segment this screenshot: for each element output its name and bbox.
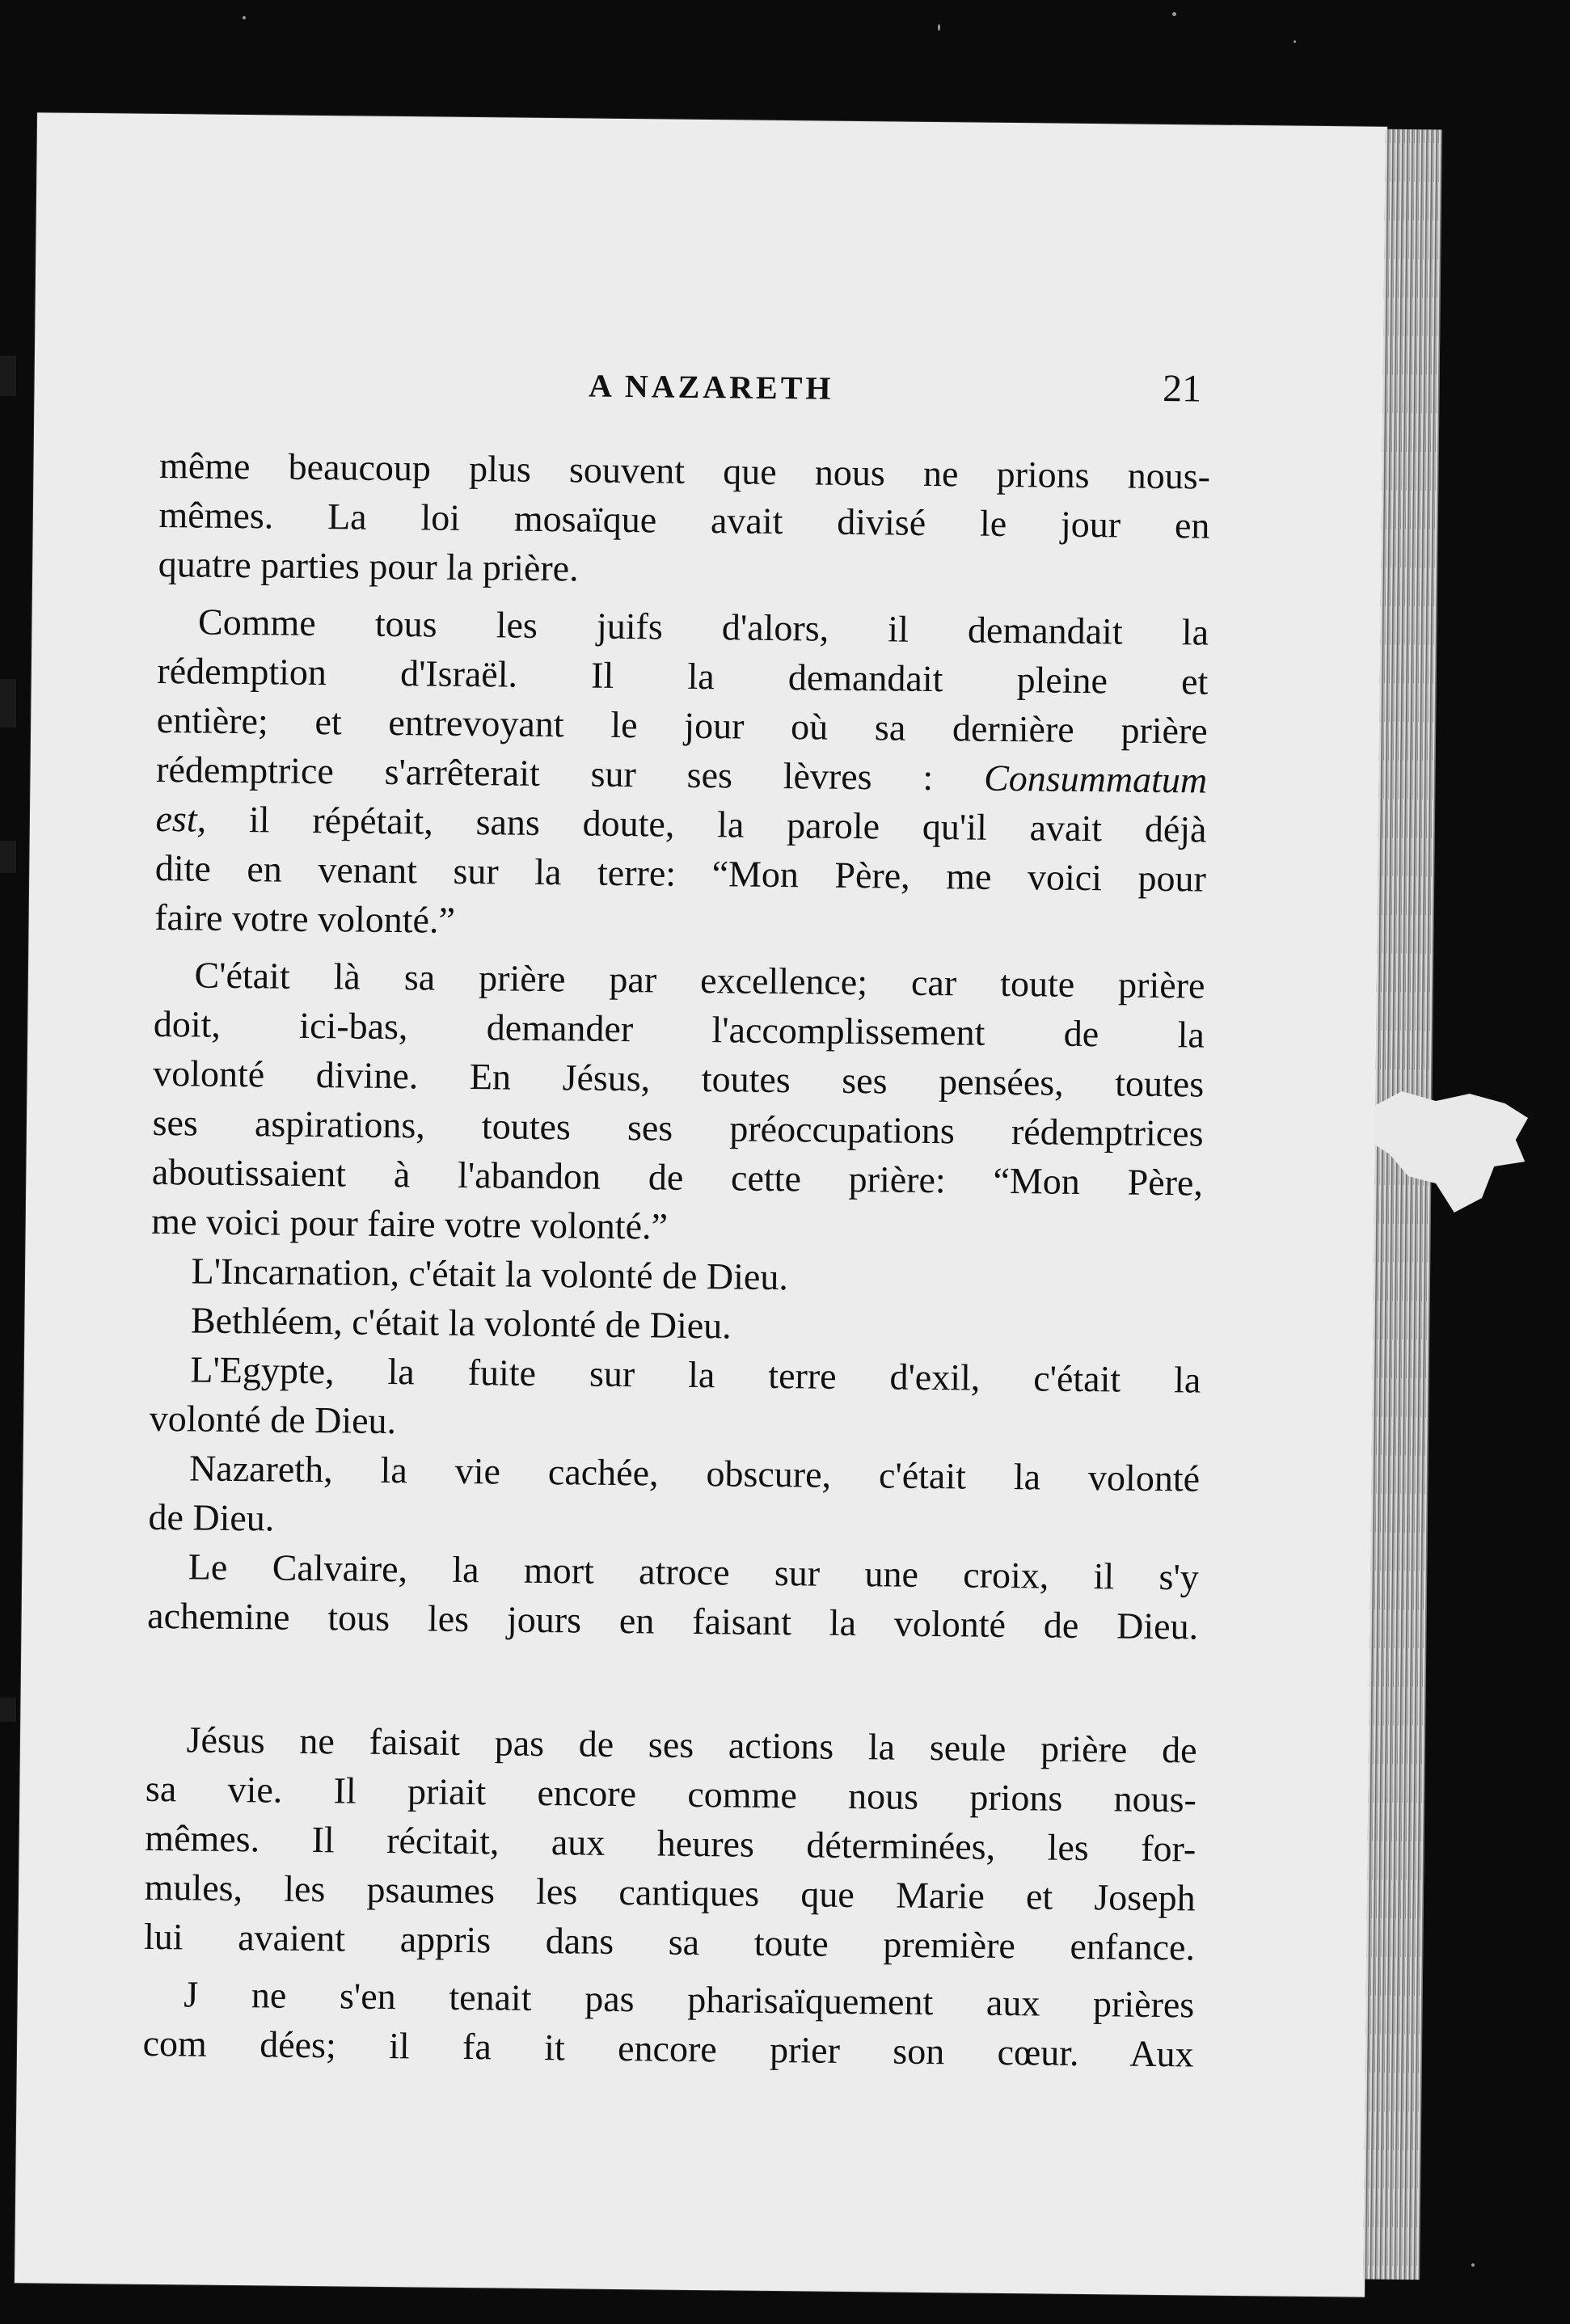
text-line: Comme tous les juifs d'alors, il demandait la [197, 601, 1209, 653]
text-line: mêmes. Il récitait, aux heures déterminées, les for- [145, 1816, 1196, 1870]
text-line: L'Incarnation, c'était la volonté de Dieu. [191, 1250, 789, 1298]
text-line: C'était là sa prière par excellence; car toute prière [194, 954, 1205, 1006]
running-head [161, 243, 1213, 411]
italic-phrase: Consummatum [983, 757, 1208, 801]
text-line: faire votre volonté.” [154, 896, 456, 941]
text-line: Le Calvaire, la mort atroce sur une croix, il s'y [188, 1546, 1200, 1598]
body-text [142, 441, 1210, 2079]
text-line: Nazareth, la vie cachée, obscure, c'était la volonté [188, 1447, 1201, 1499]
italic-phrase: est, [155, 797, 207, 840]
text-line: entière; et entrevoyant le jour où sa dernière prière [156, 698, 1209, 752]
text-line: rédemption d'Israël. Il la demandait pleine et [157, 649, 1209, 702]
text-line: Jésus ne faisait pas de ses actions la seule prière de [186, 1719, 1197, 1771]
text-line: mules, les psaumes les cantiques que Marie et Joseph [144, 1866, 1196, 1919]
dust-speck [1294, 40, 1296, 43]
text-line: J ne s'en tenait pas pharisaïquement aux prières [184, 1973, 1195, 2026]
text-segment: il répétait, sans doute, la parole qu'il avait déjà [248, 799, 1207, 850]
text-line: com dées; il fa it encore prier son cœur. Aux [142, 2022, 1194, 2075]
text-line: ses aspirations, toutes ses préoccupations rédemptrices [152, 1101, 1204, 1154]
text-line: de Dieu. [148, 1495, 275, 1539]
page-text [142, 243, 1213, 2075]
text-line: sa vie. Il priait encore comme nous prions nous- [145, 1767, 1197, 1820]
text-segment: rédemptrice s'arrêterait sur ses lèvres : [155, 748, 934, 799]
text-line: L'Egypte, la fuite sur la terre d'exil, c'était la [190, 1348, 1201, 1401]
binding-mark [0, 841, 16, 873]
text-line: lui avaient appris dans sa toute première enfance. [143, 1915, 1196, 1968]
text-line: volonté de Dieu. [149, 1397, 397, 1442]
text-line: mêmes. La loi mosaïque avait divisé le jour en [158, 493, 1210, 546]
binding-mark [0, 356, 16, 396]
dust-speck [1172, 12, 1176, 16]
text-line: dite en venant sur la terre: “Mon Père, me voici pour [154, 846, 1207, 900]
text-line: doit, ici-bas, demander l'accomplissement de la [153, 1002, 1205, 1056]
dust-speck [243, 16, 246, 19]
text-line: même beaucoup plus souvent que nous ne prions nous- [158, 444, 1211, 497]
dust-speck [938, 24, 940, 31]
text-line: achemine tous les jours en faisant la volonté de Dieu. [146, 1594, 1199, 1647]
text-line: Bethléem, c'était la volonté de Dieu. [190, 1299, 732, 1347]
text-line: aboutissaient à l'abandon de cette prière: “Mon Père, [151, 1150, 1204, 1204]
text-line: quatre parties pour la prière. [158, 542, 579, 589]
binding-mark [0, 679, 16, 728]
text-line: volonté divine. En Jésus, toutes ses pensées, toutes [152, 1052, 1205, 1105]
text-line: me voici pour faire votre volonté.” [151, 1200, 669, 1247]
dust-speck [1471, 2263, 1475, 2267]
running-title: A NAZARETH [588, 367, 834, 407]
page-number: 21 [1162, 366, 1202, 411]
binding-mark [0, 1698, 16, 1722]
